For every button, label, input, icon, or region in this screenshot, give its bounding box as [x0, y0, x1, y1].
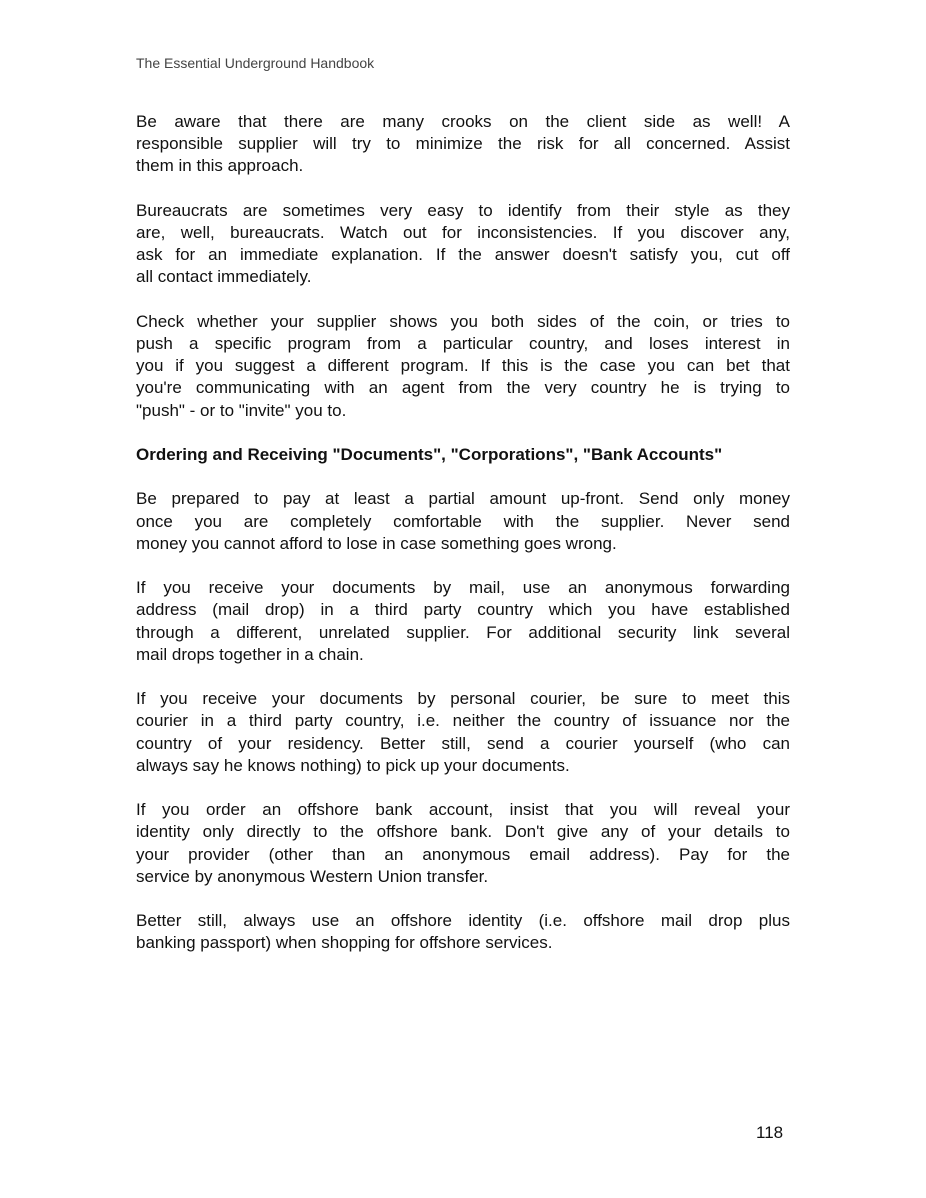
text-line: If you receive your documents by personal courier, be sure to meet this — [136, 689, 790, 709]
paragraph — [136, 488, 790, 555]
text-line: banking passport) when shopping for offshore services. — [136, 933, 553, 953]
text-line: your provider (other than an anonymous email address). Pay for the — [136, 844, 790, 864]
paragraph — [136, 200, 790, 289]
text-line: courier in a third party country, i.e. neither the country of issuance nor the — [136, 711, 790, 731]
text-line: always say he knows nothing) to pick up your documents. — [136, 755, 570, 775]
text-line: Be prepared to pay at least a partial amount up-front. Send only money — [136, 489, 790, 509]
paragraph — [136, 688, 790, 777]
section-heading: Ordering and Receiving "Documents", "Corporations", "Bank Accounts" — [136, 445, 723, 464]
text-line: all contact immediately. — [136, 267, 312, 287]
text-line: money you cannot afford to lose in case something goes wrong. — [136, 533, 617, 553]
text-line: them in this approach. — [136, 156, 304, 176]
text-line: are, well, bureaucrats. Watch out for inconsistencies. If you discover any, — [136, 223, 790, 242]
page-body — [136, 111, 790, 977]
running-header: The Essential Underground Handbook — [136, 55, 375, 71]
text-line: responsible supplier will try to minimize the risk for all concerned. Assist — [136, 134, 790, 154]
text-line: Bureaucrats are sometimes very easy to identify from their style as they — [136, 200, 790, 220]
paragraph — [136, 111, 790, 178]
text-line: you're communicating with an agent from the very country he is trying to — [136, 378, 790, 398]
text-line: you if you suggest a different program. If this is the case you can bet that — [136, 356, 790, 376]
text-line: "push" - or to "invite" you to. — [136, 400, 347, 420]
text-line: address (mail drop) in a third party country which you have established — [136, 600, 790, 620]
text-line: mail drops together in a chain. — [136, 644, 364, 664]
text-line: through a different, unrelated supplier. For additional security link several — [136, 622, 790, 642]
paragraph — [136, 799, 790, 888]
text-line: push a specific program from a particular country, and loses interest in — [136, 334, 790, 353]
paragraph — [136, 577, 790, 666]
text-line: If you order an offshore bank account, insist that you will reveal your — [136, 800, 790, 820]
text-line: once you are completely comfortable with the supplier. Never send — [136, 511, 790, 531]
text-line: Be aware that there are many crooks on the client side as well! A — [136, 112, 790, 131]
text-line: identity only directly to the offshore bank. Don't give any of your details to — [136, 822, 790, 842]
text-line: country of your residency. Better still, send a courier yourself (who can — [136, 733, 790, 753]
text-line: If you receive your documents by mail, use an anonymous forwarding — [136, 578, 790, 598]
text-line: Check whether your supplier shows you both sides of the coin, or tries to — [136, 311, 790, 331]
paragraph — [136, 910, 790, 954]
paragraph — [136, 311, 790, 422]
text-line: Better still, always use an offshore identity (i.e. offshore mail drop plus — [136, 911, 790, 931]
text-line: ask for an immediate explanation. If the answer doesn't satisfy you, cut off — [136, 245, 790, 265]
text-line: service by anonymous Western Union transfer. — [136, 866, 489, 886]
page-number: 118 — [756, 1123, 784, 1142]
